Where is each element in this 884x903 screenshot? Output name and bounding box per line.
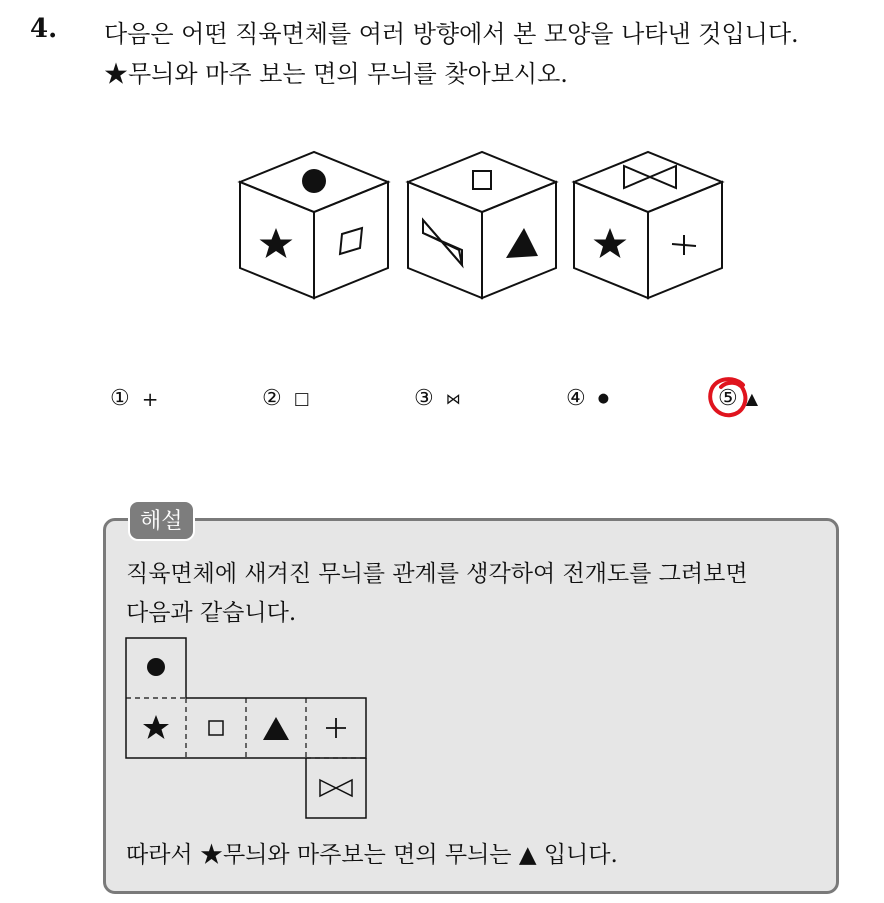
explanation-line1: 직육면체에 새겨진 무늬를 관계를 생각하여 전개도를 그려보면 — [126, 561, 748, 587]
cube-view-2 — [408, 152, 556, 298]
star-icon — [143, 715, 169, 739]
explanation-line2: 다음과 같습니다. — [126, 600, 297, 626]
cube-net-diagram — [124, 636, 374, 822]
square-icon — [209, 721, 223, 735]
triangle-icon: ▲ — [745, 389, 759, 408]
explanation-tag: 해설 — [128, 500, 195, 541]
option-5-label: ⑤ — [718, 386, 738, 411]
triangle-icon — [506, 228, 538, 258]
plus-icon: + — [141, 386, 159, 411]
answer-circle-mark — [705, 373, 753, 421]
option-2[interactable] — [262, 386, 310, 411]
option-2-label: ② — [262, 386, 282, 411]
square-icon — [473, 171, 491, 189]
option-4-label: ④ — [566, 386, 586, 411]
cube-view-3 — [574, 152, 722, 298]
bowtie-icon — [320, 780, 352, 796]
question-text-line1: 다음은 어떤 직육면체를 여러 방향에서 본 모양을 나타낸 것입니다. — [104, 20, 799, 48]
option-4[interactable] — [566, 386, 609, 411]
dot-icon — [302, 169, 326, 193]
cube-views — [236, 148, 726, 308]
plus-icon — [672, 235, 696, 255]
question-text-line2: ★무늬와 마주 보는 면의 무늬를 찾아보시오. — [104, 60, 568, 88]
option-1-label: ① — [110, 386, 130, 411]
option-3-label: ③ — [414, 386, 434, 411]
plus-icon — [326, 718, 346, 738]
square-icon — [340, 228, 362, 254]
bowtie-icon — [423, 220, 462, 265]
dot-icon — [147, 658, 165, 676]
question-number: 4. — [30, 14, 58, 44]
star-icon — [594, 228, 627, 258]
bowtie-icon — [624, 166, 676, 188]
explanation-conclusion: 따라서 ★무늬와 마주보는 면의 무늬는 ▲ 입니다. — [126, 842, 618, 868]
option-1[interactable] — [110, 386, 159, 411]
option-3[interactable] — [414, 386, 461, 411]
dot-icon: ● — [597, 391, 610, 406]
star-icon — [260, 228, 293, 258]
triangle-icon — [263, 717, 289, 740]
square-icon: □ — [293, 388, 310, 409]
bowtie-icon: ⋈ — [445, 389, 461, 408]
